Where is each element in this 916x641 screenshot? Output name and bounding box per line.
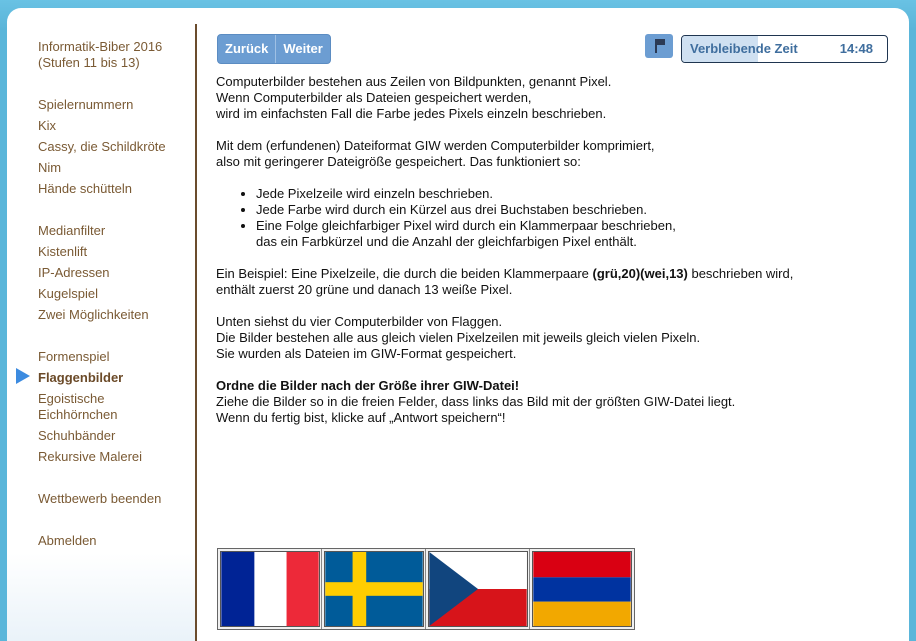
sidebar-bottom-fade [7, 553, 197, 641]
back-button[interactable]: Zurück [225, 41, 269, 56]
task-heading-text: Ordne die Bilder nach der Größe ihrer GIW-Datei! [216, 378, 520, 393]
sidebar-item-cassy[interactable]: Cassy, die Schildkröte [38, 139, 166, 154]
example-paragraph [216, 266, 896, 298]
remaining-time-label: Verbleibende Zeit [690, 41, 798, 56]
text-line: Ziehe die Bilder so in die freien Felder, dass links das Bild mit der größten GIW-Datei liegt. [216, 394, 736, 409]
sidebar-item-kugelspiel[interactable]: Kugelspiel [38, 286, 98, 301]
contest-title-text: Informatik-Biber 2016 (Stufen 11 bis 13) [38, 39, 163, 70]
france-stripe-red [287, 552, 319, 626]
task-heading [216, 378, 896, 394]
example-code: (grü,20)(wei,13) [592, 266, 688, 281]
sidebar-divider [195, 24, 197, 641]
sweden-cross-horizontal [325, 582, 422, 596]
flag-icon-cloth [657, 39, 665, 45]
sidebar-item-abmelden[interactable]: Abmelden [38, 533, 97, 548]
sidebar-item-rekursive-malerei[interactable]: Rekursive Malerei [38, 449, 143, 464]
example-text: Ein Beispiel: Eine Pixelzeile, die durch die beiden Klammerpaare [216, 266, 593, 281]
text-line: Wenn du fertig bist, klicke auf „Antwort speichern“! [216, 410, 506, 425]
armenia-band-red [533, 552, 630, 577]
current-task-arrow-icon [16, 368, 30, 384]
text-line [216, 266, 896, 282]
text-line: Unten siehst du vier Computerbilder von Flaggen. [216, 314, 503, 329]
intro-paragraph [216, 74, 896, 122]
sidebar-item-kix[interactable]: Kix [38, 118, 57, 133]
sweden-flag[interactable] [324, 551, 424, 627]
list-item: • Jede Pixelzeile wird einzeln beschrieben. [256, 186, 896, 202]
sidebar-item-spielernummern[interactable]: Spielernummern [38, 97, 134, 112]
sidebar-item-haende-schuetteln[interactable]: Hände schütteln [38, 181, 132, 196]
armenia-flag[interactable] [532, 551, 632, 627]
czech-flag[interactable] [428, 551, 528, 627]
remaining-time-value: 14:48 [839, 41, 873, 56]
france-flag[interactable] [220, 551, 320, 627]
armenia-band-orange [533, 602, 630, 626]
text-line: enthält zuerst 20 grüne und danach 13 weiße Pixel. [216, 282, 513, 297]
sidebar-item-kistenlift[interactable]: Kistenlift [38, 244, 88, 259]
list-item: • Jede Farbe wird durch ein Kürzel aus drei Buchstaben beschrieben. [256, 202, 896, 218]
sidebar-item-schuhbaender[interactable]: Schuhbänder [38, 428, 116, 443]
text-line: Die Bilder bestehen alle aus gleich vielen Pixelzeilen mit jeweils gleich vielen Pixeln. [216, 330, 701, 345]
sidebar-item-ip-adressen[interactable]: IP-Adressen [38, 265, 110, 280]
sidebar-item-nim[interactable]: Nim [38, 160, 62, 175]
france-stripe-white [254, 552, 286, 626]
flags-paragraph [216, 314, 896, 362]
text-line: Wenn Computerbilder als Dateien gespeichert werden, [216, 90, 532, 105]
sidebar-item-wettbewerb-beenden[interactable]: Wettbewerb beenden [38, 491, 162, 506]
armenia-band-blue [533, 577, 630, 601]
text-line: Computerbilder bestehen aus Zeilen von Bildpunkten, genannt Pixel. [216, 74, 612, 89]
format-paragraph [216, 138, 896, 170]
rules-list [256, 186, 896, 250]
flag-slot-1[interactable] [218, 549, 322, 629]
list-item-line: Eine Folge gleichfarbiger Pixel wird durch ein Klammerpaar beschrieben, [256, 218, 676, 233]
text-line: wird im einfachsten Fall die Farbe jedes Pixels einzeln beschrieben. [216, 106, 607, 121]
list-item [256, 218, 896, 250]
text-line: Mit dem (erfundenen) Dateiformat GIW werden Computerbilder komprimiert, [216, 138, 655, 153]
flag-image-row [217, 548, 635, 630]
list-item-line: das ein Farbkürzel und die Anzahl der gleichfarbigen Pixel enthält. [256, 234, 637, 249]
text-line: Sie wurden als Dateien im GIW-Format gespeichert. [216, 346, 517, 361]
navigation-button-group [217, 34, 331, 64]
flag-slot-3[interactable] [426, 549, 530, 629]
text-line: also mit geringerer Dateigröße gespeichert. Das funktioniert so: [216, 154, 581, 169]
example-text: beschrieben wird, [687, 266, 794, 281]
sidebar-item-egoistische-eichhoernchen[interactable]: Egoistische Eichhörnchen [38, 391, 118, 422]
sidebar-item-formenspiel[interactable]: Formenspiel [38, 349, 110, 364]
flag-task-button[interactable] [645, 34, 673, 58]
task-description [216, 74, 896, 442]
sidebar-item-flaggenbilder[interactable]: Flaggenbilder [38, 370, 124, 385]
sidebar-item-medianfilter[interactable]: Medianfilter [38, 223, 106, 238]
france-stripe-blue [221, 552, 254, 626]
sidebar-item-zwei-moeglichkeiten[interactable]: Zwei Möglichkeiten [38, 307, 149, 322]
flag-slot-4[interactable] [530, 549, 634, 629]
flag-slot-2[interactable] [322, 549, 426, 629]
task-instruction [216, 378, 896, 426]
next-button[interactable]: Weiter [283, 41, 323, 56]
remaining-time-bar [681, 35, 888, 63]
contest-title [38, 39, 188, 71]
